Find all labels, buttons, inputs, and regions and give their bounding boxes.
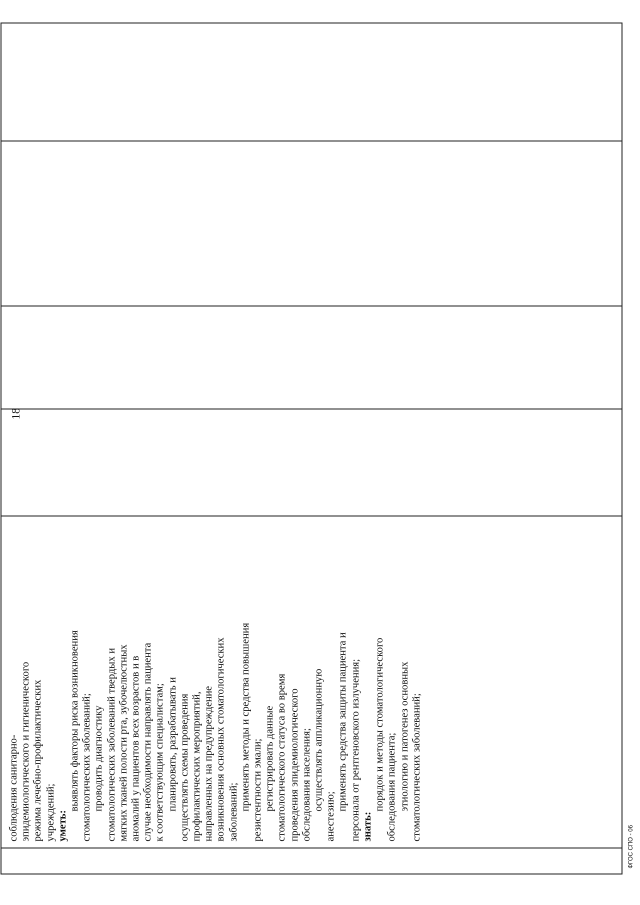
text-line: мягких тканей полости рта, зубочелюстных — [118, 644, 130, 842]
table-cell-empty — [1, 409, 622, 516]
text-line: стоматологических заболеваний; — [81, 693, 93, 842]
footer-code: ФГОС СПО - 06 — [628, 825, 635, 869]
table-row — [1, 23, 622, 874]
section-heading: знать: — [362, 811, 374, 842]
text-line: обследования пациента; — [386, 732, 398, 842]
table-cell-empty — [1, 848, 622, 874]
text-line: эпидемиологического и гигиенического — [20, 661, 32, 842]
text-line: обследования населения; — [301, 728, 313, 842]
text-line: выявлять факторы риска возникновения — [69, 630, 81, 812]
text-line: учреждений; — [45, 783, 57, 842]
text-line: случае необходимости направлять пациента — [142, 642, 154, 842]
text-line: персонала от рентгеновского излучения; — [350, 658, 362, 842]
text-line: регистрировать данные — [264, 705, 276, 812]
table-cell-competencies — [1, 516, 622, 848]
text-line: анестезию; — [325, 791, 337, 842]
text-line: стоматологических заболеваний твердых и — [106, 647, 118, 842]
text-line: профилактических мероприятий, — [191, 691, 203, 842]
text-line: заболеваний; — [228, 782, 240, 842]
text-line: осуществлять аппликационную — [313, 668, 325, 812]
text-line: режима лечебно-профилактических — [32, 679, 44, 842]
text-line: стоматологических заболеваний; — [411, 693, 423, 842]
text-line: этиологию и патогенез основных — [399, 661, 410, 812]
section-heading: уметь: — [57, 810, 69, 842]
text-line: стоматологического статуса во время — [276, 673, 288, 842]
page-number: 18 — [10, 408, 23, 420]
text-line: осуществлять схемы проведения — [179, 693, 191, 842]
text-line: применять средства защиты пациента и — [337, 632, 349, 812]
text-line: резистентности эмали; — [252, 738, 264, 842]
text-line: аномалий у пациентов всех возрастов и в — [130, 655, 142, 842]
text-line: направленных на предупреждение — [203, 685, 215, 842]
text-line: планировать, разрабатывать и — [167, 677, 179, 812]
text-line: порядок и методы стоматологического — [374, 637, 386, 812]
standards-table — [1, 23, 623, 875]
text-line: к соответствующим специалистам; — [154, 683, 166, 842]
table-cell-empty — [1, 141, 622, 306]
text-line: проведения эпидемиологического — [289, 688, 301, 842]
rotated-sheet — [1, 30, 640, 875]
competency-text — [2, 517, 428, 848]
text-line: применять методы и средства повышения — [240, 622, 252, 812]
text-line: проводить диагностику — [93, 705, 105, 812]
text-line: соблюдения санитарно- — [8, 734, 20, 842]
table-cell-empty — [1, 306, 622, 409]
table-cell-empty — [1, 23, 622, 141]
text-line: возникновения основных стоматологических — [215, 637, 227, 842]
